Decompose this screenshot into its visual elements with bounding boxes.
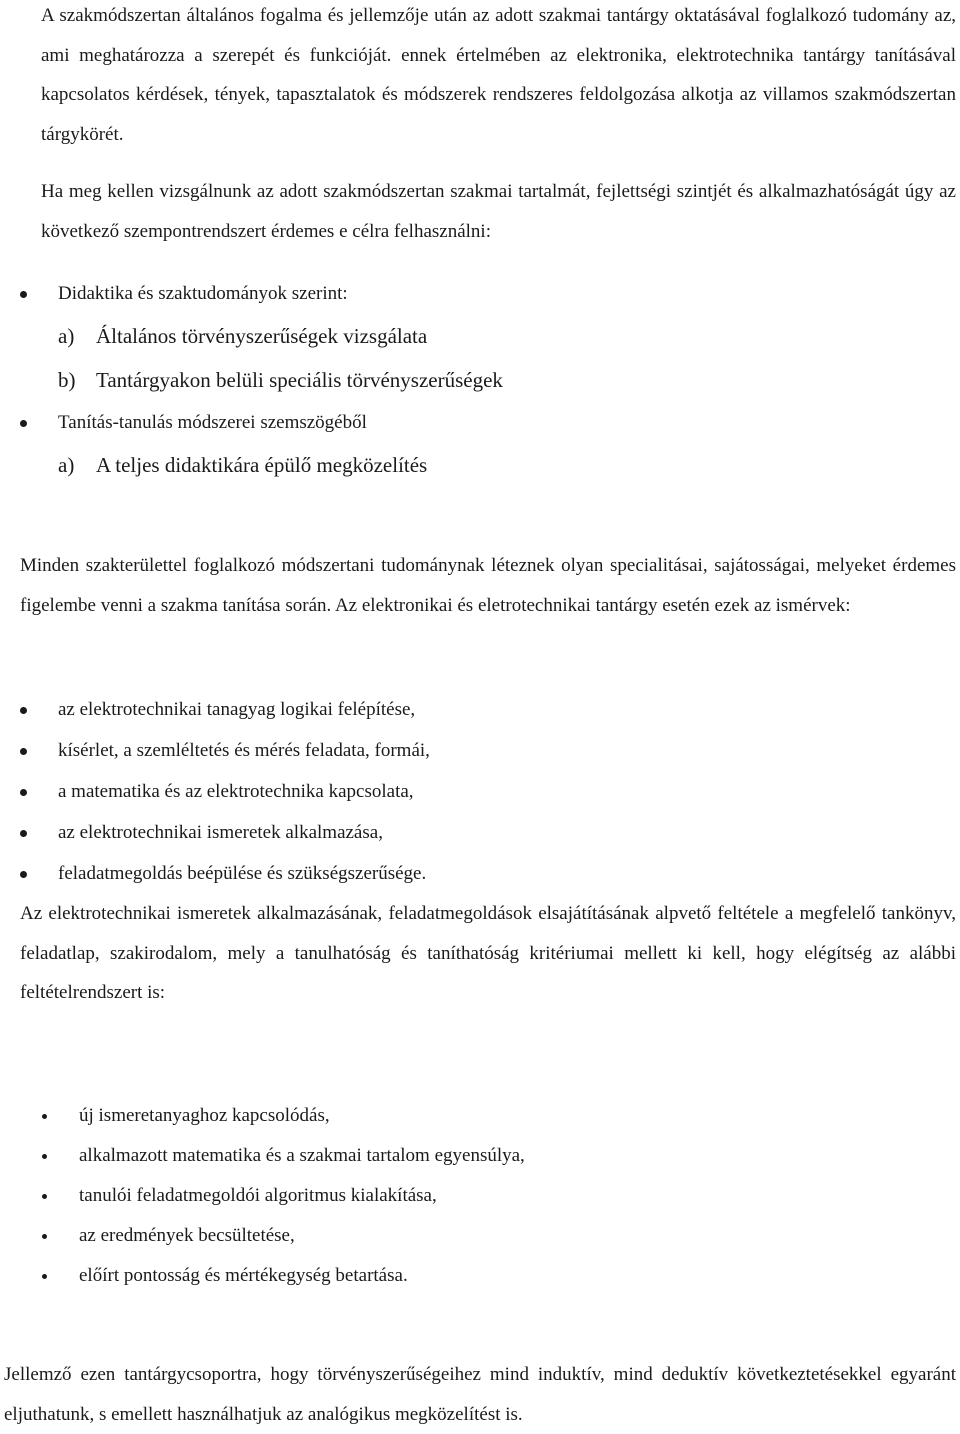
bullet-icon xyxy=(20,830,27,837)
sub-item xyxy=(0,443,960,487)
list-item xyxy=(0,273,960,314)
sub-item-text: Általános törvényszerűségek vizsgálata xyxy=(96,324,428,348)
list-item-text: kísérlet, a szemléltetés és mérés feladata, formái, xyxy=(58,740,430,761)
bullet-icon xyxy=(42,1234,47,1239)
list-item-text: Tanítás-tanulás módszerei szemszögéből xyxy=(58,412,367,433)
paragraph-intro xyxy=(0,0,960,154)
list-item xyxy=(0,402,960,443)
list-item xyxy=(0,1216,960,1256)
list-item-text: az eredmények becsültetése, xyxy=(79,1225,295,1246)
list-item-text: feladatmegoldás beépülése és szükségszerűsége. xyxy=(58,863,427,884)
sub-item-text: Tantárgyakon belüli speciális törvényszerűségek xyxy=(96,368,503,392)
list-item-text: Didaktika és szaktudományok szerint: xyxy=(58,283,348,304)
bullet-icon xyxy=(42,1114,47,1119)
paragraph-conditions-intro xyxy=(0,894,960,1013)
bullet-icon xyxy=(20,707,27,714)
sub-item-marker: a) xyxy=(58,453,75,477)
bullet-icon xyxy=(42,1274,47,1279)
bullet-icon xyxy=(20,420,27,427)
paragraph-specialities xyxy=(0,546,960,625)
list-item-text: tanulói feladatmegoldói algoritmus kialakítása, xyxy=(79,1185,437,1206)
sub-item xyxy=(0,314,960,358)
bullet-icon xyxy=(42,1194,47,1199)
bullet-icon xyxy=(20,789,27,796)
paragraph-text: Az elektrotechnikai ismeretek alkalmazásának, feladatmegoldások elsajátításának alpvető feltétele a megfelelő tankönyv, feladatlap, szakirodalom, mely a tanulhatóság és taníthatóság kritériumai mellett ki kell, hogy elégítség az alábbi feltételrendszert is: xyxy=(20,903,956,1003)
sub-item-marker: a) xyxy=(58,324,75,348)
list-item xyxy=(0,730,960,771)
list-item xyxy=(0,812,960,853)
sub-item xyxy=(0,358,960,402)
list-item xyxy=(0,1096,960,1136)
list-item xyxy=(0,1176,960,1216)
list-item xyxy=(0,689,960,730)
paragraph-criteria-intro xyxy=(0,172,960,251)
list-item-text: előírt pontosság és mértékegység betartása. xyxy=(79,1265,408,1286)
bullet-icon xyxy=(20,748,27,755)
list-item-text: új ismeretanyaghoz kapcsolódás, xyxy=(79,1105,330,1126)
list-item xyxy=(0,1256,960,1296)
bullet-icon xyxy=(20,291,27,298)
bullet-icon xyxy=(20,871,27,878)
sub-item-marker: b) xyxy=(58,368,76,392)
paragraph-text: A szakmódszertan általános fogalma és jellemzője után az adott szakmai tantárgy oktatásával foglalkozó tudomány az, ami meghatározza a szerepét és funkcióját. ennek értelmében az elektronika, elektrotechnika tantárgy tanításával kapcsolatos kérdések, tények, tapasztalatok és módszerek rendszeres feldolgozása alkotja az villamos szakmódszertan tárgykörét. xyxy=(41,5,956,145)
list-item-text: az elektrotechnikai tanagyag logikai felépítése, xyxy=(58,699,416,720)
list-item xyxy=(0,1136,960,1176)
list-item-text: az elektrotechnikai ismeretek alkalmazása, xyxy=(58,822,383,843)
list-item xyxy=(0,853,960,894)
paragraph-conclusion xyxy=(0,1355,960,1434)
conditions-list xyxy=(0,1096,960,1296)
criteria-list xyxy=(0,273,960,487)
features-list xyxy=(0,689,960,894)
list-item xyxy=(0,771,960,812)
list-item-text: a matematika és az elektrotechnika kapcsolata, xyxy=(58,781,414,802)
bullet-icon xyxy=(42,1154,47,1159)
paragraph-text: Ha meg kellen vizsgálnunk az adott szakmódszertan szakmai tartalmát, fejlettségi szintjét és alkalmazhatóságát úgy az következő szempontrendszert érdemes e célra felhasználni: xyxy=(41,181,956,242)
sub-item-text: A teljes didaktikára épülő megközelítés xyxy=(96,453,428,477)
list-item-text: alkalmazott matematika és a szakmai tartalom egyensúlya, xyxy=(79,1145,525,1166)
paragraph-text: Minden szakterülettel foglalkozó módszertani tudománynak léteznek olyan specialitásai, sajátosságai, melyeket érdemes figelembe venni a szakma tanítása során. Az elektronikai és eletrotechnikai tantárgy esetén ezek az ismérvek: xyxy=(20,555,956,616)
paragraph-text: Jellemző ezen tantárgycsoportra, hogy törvényszerűségeihez mind induktív, mind deduktív következtetésekkel egyaránt eljuthatunk, s emellett használhatjuk az analógikus megközelítést is. xyxy=(4,1364,956,1425)
